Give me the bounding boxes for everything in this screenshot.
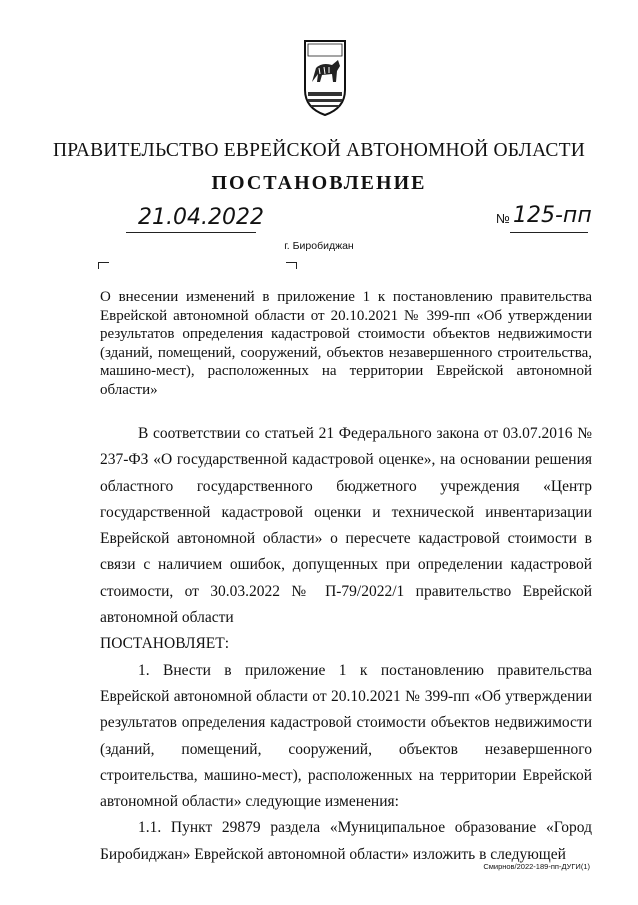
- handwritten-date: 21.04.2022: [138, 205, 264, 230]
- handwritten-number: 125-пп: [513, 203, 592, 228]
- date-underline: [126, 232, 256, 233]
- document-subject: О внесении изменений в приложение 1 к постановлению правительства Еврейской автономной области от 20.10.2021 № 399-пп «Об утверждении результатов определения кадастровой стоимости объектов недвижимости (зданий, помещений, сооружений, объектов незавершенного строительства, машино-мест), расположенных на территории Еврейской автономной области»: [100, 289, 592, 398]
- item-1-paragraph: 1. Внести в приложение 1 к постановлению правительства Еврейской автономной области от 20.10.2021 № 399-пп «Об утверждении результатов определения кадастровой стоимости объектов недвижимости (зданий, помещений, сооружений, объектов незавершенного строительства, машино-мест), расположенных на территории Еврейской автономной области» следующие изменения:: [100, 661, 592, 811]
- subject-corner-left: [98, 262, 109, 269]
- document-type-title: ПОСТАНОВЛЕНИЕ: [211, 172, 427, 194]
- document-body: [100, 421, 592, 868]
- number-label: №: [496, 211, 510, 226]
- item-1-1-paragraph: 1.1. Пункт 29879 раздела «Муниципальное образование «Город Биробиджан» Еврейской автономной области» изложить в следующей: [100, 819, 592, 863]
- footer-reference: Смирнов/2022-189-пп-ДУГИ(1): [483, 862, 590, 871]
- city-label: г. Биробиджан: [284, 240, 354, 252]
- coat-of-arms-icon: [302, 38, 348, 118]
- organization-title: ПРАВИТЕЛЬСТВО ЕВРЕЙСКОЙ АВТОНОМНОЙ ОБЛАСТИ: [52, 140, 586, 161]
- subject-corner-right: [286, 262, 297, 269]
- number-underline: [510, 232, 588, 233]
- preamble-paragraph: В соответствии со статьей 21 Федерального закона от 03.07.2016 № 237-ФЗ «О государственной кадастровой оценке», на основании решения областного государственного бюджетного учреждения «Центр государственной кадастровой оценки и технической инвентаризации Еврейской автономной области» о пересчете кадастровой стоимости в связи с наличием ошибок, допущенных при определении кадастровой стоимости, от 30.03.2022 № П-79/2022/1 правительство Еврейской автономной области: [100, 425, 592, 627]
- resolves-heading: ПОСТАНОВЛЯЕТ:: [100, 635, 230, 653]
